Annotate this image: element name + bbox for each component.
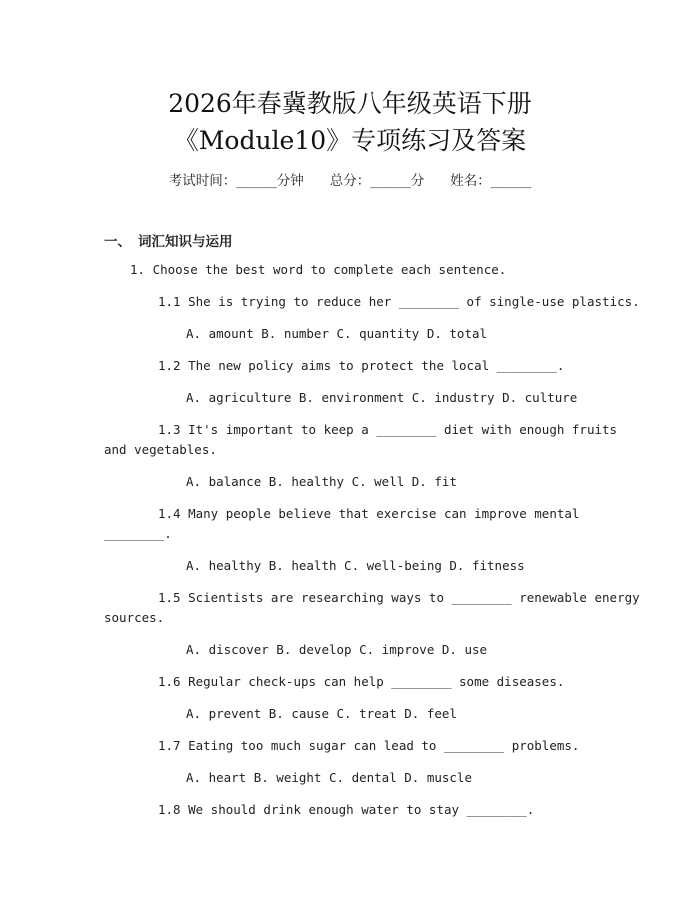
options-1-4: A. healthy B. health C. well-being D. fitness [186,558,525,573]
question-1-5-continued: sources. [104,610,165,625]
options-1-2: A. agriculture B. environment C. industry D. culture [186,390,578,405]
section-title: 词汇知识与运用 [138,234,233,250]
options-1-7: A. heart B. weight C. dental D. muscle [186,770,472,785]
section-heading [104,230,233,250]
document-subtitle: 《Module10》专项练习及答案 [173,126,527,155]
options-1-1: A. amount B. number C. quantity D. total [186,326,488,341]
question-1-7: 1.7 Eating too much sugar can lead to ________ problems. [158,738,580,753]
student-name-field: 姓名：______ [450,173,532,189]
question-1-6: 1.6 Regular check-ups can help ________ some diseases. [158,674,565,689]
question-1-4: 1.4 Many people believe that exercise can improve mental [158,506,580,521]
options-1-5: A. discover B. develop C. improve D. use [186,642,488,657]
section-number: 一、 [104,234,131,250]
question-1-4-continued: ________. [104,526,172,541]
question-1-1: 1.1 She is trying to reduce her ________ of single-use plastics. [158,294,640,309]
total-score-field: 总分：______分 [329,173,425,189]
exam-info [0,169,700,189]
question-1-8: 1.8 We should drink enough water to stay ________. [158,802,535,817]
document-title: 2026年春冀教版八年级英语下册 [168,89,532,118]
exam-time-field: 考试时间：______分钟 [168,173,304,189]
instruction: 1. Choose the best word to complete each sentence. [130,262,507,277]
question-1-2: 1.2 The new policy aims to protect the local ________. [158,358,565,373]
question-1-3: 1.3 It's important to keep a ________ diet with enough fruits [158,422,618,437]
question-1-3-continued: and vegetables. [104,442,217,457]
options-1-6: A. prevent B. cause C. treat D. feel [186,706,457,721]
options-1-3: A. balance B. healthy C. well D. fit [186,474,457,489]
question-1-5: 1.5 Scientists are researching ways to ________ renewable energy [158,590,640,605]
